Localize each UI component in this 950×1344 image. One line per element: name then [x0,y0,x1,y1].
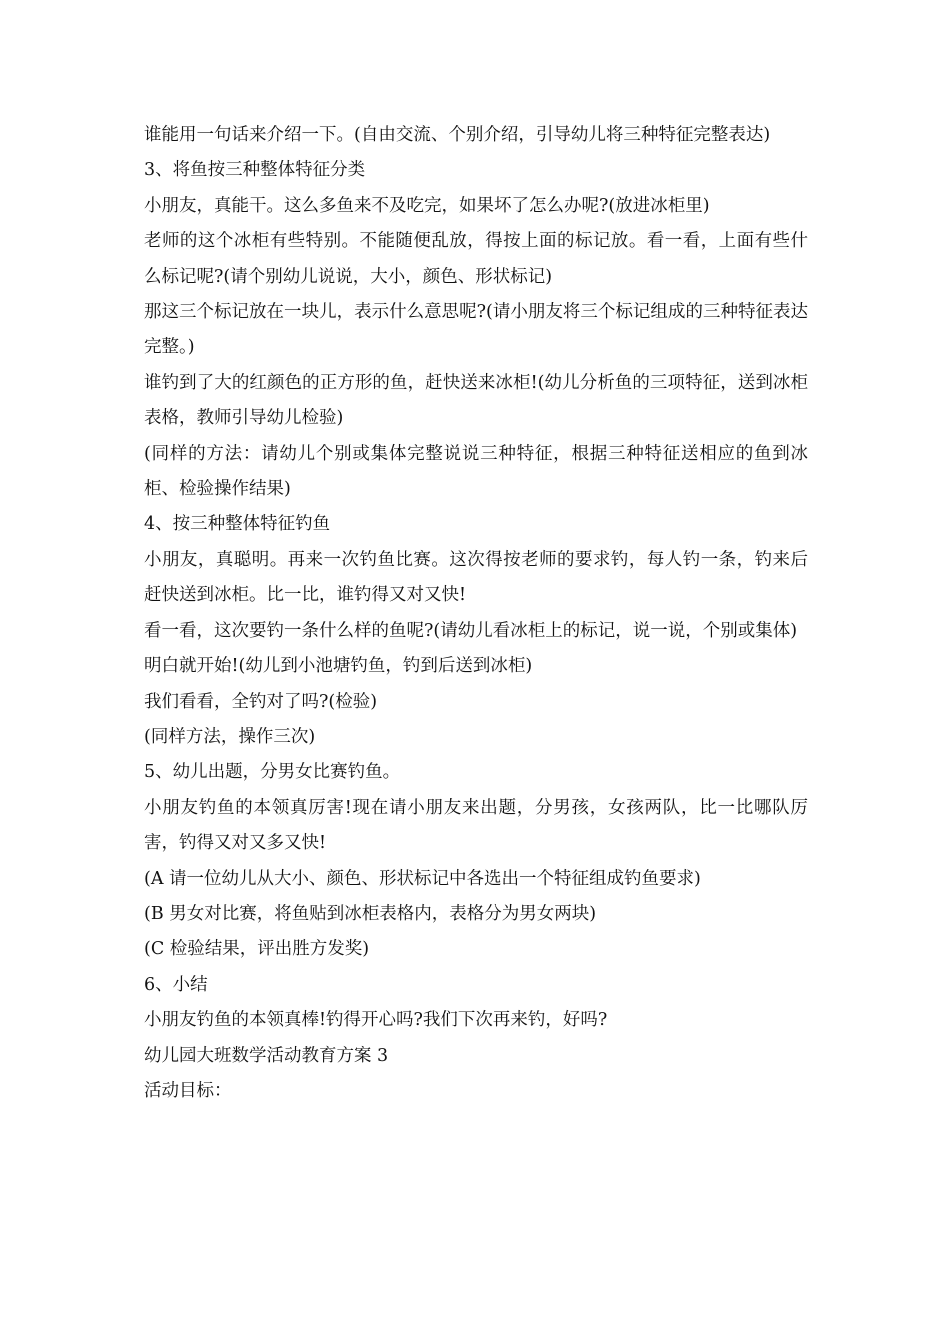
paragraph: (C 检验结果，评出胜方发奖) [144,939,370,960]
paragraph: 谁钓到了大的红颜色的正方形的鱼，赶快送来冰柜!(幼儿分析鱼的三项特征，送到冰柜表格，教师引导幼儿检验) [144,372,808,429]
paragraph: (同样方法，操作三次) [144,726,316,747]
paragraph: 看一看，这次要钓一条什么样的鱼呢?(请幼儿看冰柜上的标记，说一说，个别或集体) [144,620,798,641]
paragraph: 那这三个标记放在一块儿，表示什么意思呢?(请小朋友将三个标记组成的三种特征表达完整。) [144,302,808,358]
paragraph: (同样的方法：请幼儿个别或集体完整说说三种特征，根据三种特征送相应的鱼到冰柜、检验操作结果) [144,443,808,500]
paragraph: 明白就开始!(幼儿到小池塘钓鱼，钓到后送到冰柜) [144,656,533,677]
section-heading: 5、幼儿出题，分男女比赛钓鱼。 [144,762,401,783]
paragraph: 我们看看，全钓对了吗?(检验) [144,691,378,712]
paragraph: 小朋友，真聪明。再来一次钓鱼比赛。这次得按老师的要求钓，每人钓一条，钓来后赶快送到冰柜。比一比，谁钓得又对又快! [144,549,808,606]
paragraph: 小朋友钓鱼的本领真厉害!现在请小朋友来出题，分男孩，女孩两队，比一比哪队厉害，钓得又对又多又快! [144,797,808,854]
section-heading: 3、将鱼按三种整体特征分类 [144,160,366,181]
document-title: 幼儿园大班数学活动教育方案 3 [144,1045,389,1066]
paragraph: (A 请一位幼儿从大小、颜色、形状标记中各选出一个特征组成钓鱼要求) [144,868,701,889]
paragraph: 谁能用一句话来介绍一下。(自由交流、个别介绍，引导幼儿将三种特征完整表达) [144,125,771,145]
section-heading: 活动目标： [144,1080,232,1101]
section-heading: 4、按三种整体特征钓鱼 [144,514,331,535]
section-heading: 6、小结 [144,974,208,995]
paragraph: (B 男女对比赛，将鱼贴到冰柜表格内，表格分为男女两块) [144,903,597,924]
paragraph: 小朋友，真能干。这么多鱼来不及吃完，如果坏了怎么办呢?(放进冰柜里) [144,195,710,216]
document-body [144,118,808,1109]
paragraph: 老师的这个冰柜有些特别。不能随便乱放，得按上面的标记放。看一看，上面有些什么标记呢?(请个别幼儿说说，大小，颜色、形状标记) [144,231,808,287]
paragraph: 小朋友钓鱼的本领真棒!钓得开心吗?我们下次再来钓，好吗? [144,1010,608,1031]
